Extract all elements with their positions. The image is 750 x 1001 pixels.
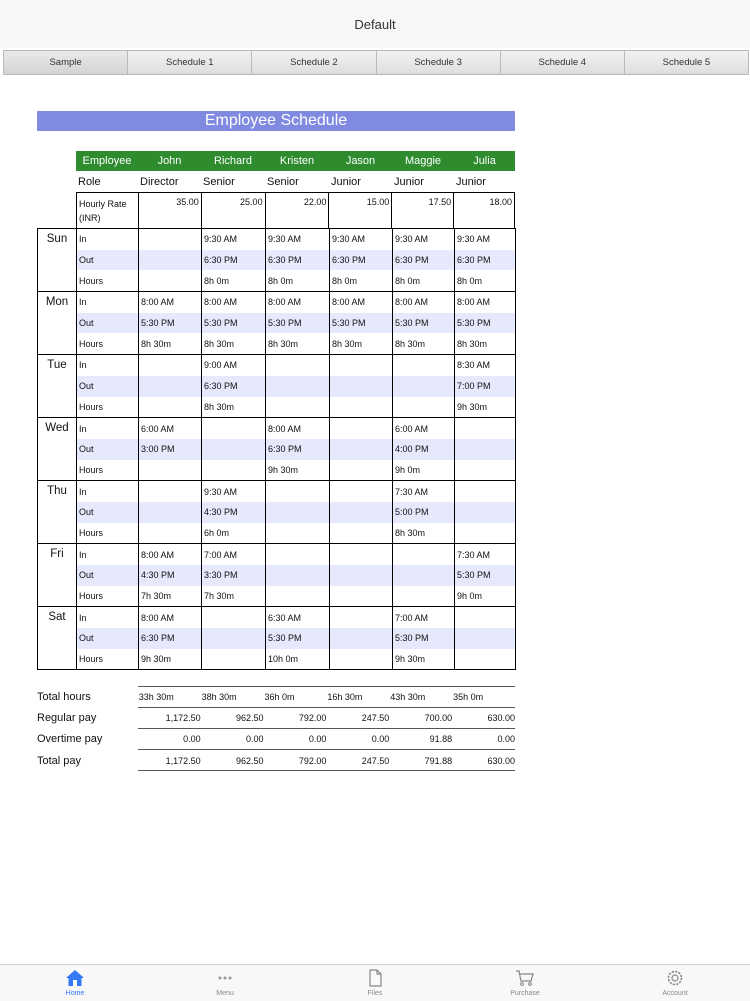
time-cell[interactable]: 4:00 PM [393, 439, 455, 460]
tab-schedule-4[interactable]: Schedule 4 [501, 51, 625, 74]
more-dots-icon [215, 969, 235, 987]
time-cell[interactable] [139, 355, 202, 376]
schedule-row [38, 502, 516, 523]
time-cell[interactable] [266, 565, 330, 586]
hourly-rate-label[interactable]: Hourly Rate (INR) [77, 193, 139, 228]
time-cell[interactable] [202, 607, 266, 628]
time-cell[interactable]: 6:30 PM [139, 628, 202, 649]
totals-value[interactable]: 16h 30m [327, 691, 363, 702]
divider [138, 707, 515, 708]
time-cell[interactable]: 9:30 AM [393, 229, 455, 250]
schedule-row [38, 649, 516, 670]
nav-account-label: Account [662, 990, 688, 997]
totals-value[interactable]: 91.88 [429, 734, 453, 745]
cart-icon [515, 969, 535, 987]
time-cell[interactable]: 6:30 PM [202, 376, 266, 397]
time-cell[interactable] [330, 418, 393, 439]
time-cell[interactable]: 8h 0m [455, 270, 516, 291]
employee-role[interactable]: Senior [267, 176, 299, 188]
schedule-row [38, 586, 516, 607]
totals-row [37, 729, 515, 750]
time-cell[interactable]: 8h 0m [202, 270, 266, 291]
totals-value[interactable]: 792.00 [298, 712, 327, 723]
time-cell[interactable] [330, 523, 393, 544]
time-cell[interactable] [330, 376, 393, 397]
totals-value[interactable]: 36h 0m [264, 691, 295, 702]
time-cell[interactable] [330, 397, 393, 418]
time-cell[interactable]: 8:00 AM [139, 292, 202, 313]
nav-home[interactable] [0, 965, 150, 1001]
time-cell[interactable]: 8h 0m [330, 270, 393, 291]
time-cell[interactable]: 5:30 PM [455, 565, 516, 586]
day-label[interactable]: Thu [38, 481, 77, 544]
time-cell[interactable] [139, 523, 202, 544]
time-cell[interactable] [330, 607, 393, 628]
time-cell[interactable] [139, 270, 202, 291]
totals-value[interactable]: 1,172.50 [165, 755, 201, 766]
time-cell[interactable] [139, 397, 202, 418]
schedule-row [38, 460, 516, 481]
employee-name[interactable]: John [157, 155, 182, 167]
row-type-label[interactable]: Hours [77, 460, 139, 481]
time-cell[interactable]: 8:00 AM [330, 292, 393, 313]
tab-sample[interactable]: Sample [4, 51, 128, 74]
totals-value[interactable]: 0.00 [371, 734, 390, 745]
schedule-row [38, 418, 516, 439]
totals-value[interactable]: 630.00 [487, 712, 516, 723]
time-cell[interactable] [139, 229, 202, 250]
totals-section [37, 686, 515, 771]
totals-value[interactable]: 962.50 [236, 712, 264, 723]
totals-value[interactable]: 0.00 [308, 734, 327, 745]
totals-value[interactable]: 0.00 [183, 734, 201, 745]
schedule-row [38, 628, 516, 649]
time-cell[interactable] [266, 586, 330, 607]
time-cell[interactable] [266, 502, 330, 523]
time-cell[interactable] [139, 376, 202, 397]
time-cell[interactable] [455, 460, 516, 481]
time-cell[interactable] [393, 565, 455, 586]
time-cell[interactable] [455, 649, 516, 670]
time-cell[interactable]: 9:30 AM [266, 229, 330, 250]
time-cell[interactable] [393, 544, 455, 565]
schedule-row [38, 481, 516, 502]
time-cell[interactable]: 9h 30m [393, 649, 455, 670]
time-cell[interactable] [330, 355, 393, 376]
time-cell[interactable] [266, 481, 330, 502]
row-type-label[interactable]: Out [77, 439, 139, 460]
employee-role[interactable]: Junior [331, 176, 361, 188]
time-cell[interactable] [455, 439, 516, 460]
time-cell[interactable]: 8:00 AM [139, 607, 202, 628]
schedule-row [38, 355, 516, 376]
employee-name[interactable]: Kristen [279, 155, 315, 167]
totals-value[interactable]: 630.00 [487, 755, 516, 766]
time-cell[interactable]: 5:30 PM [393, 628, 455, 649]
day-label[interactable]: Sat [38, 607, 77, 670]
hourly-rate-cell[interactable]: 25.00 [202, 193, 266, 228]
time-cell[interactable]: 9:30 AM [202, 481, 266, 502]
schedule-row [38, 397, 516, 418]
row-type-label[interactable]: Out [77, 313, 139, 334]
hourly-rate-cell[interactable]: 22.00 [266, 193, 330, 228]
time-cell[interactable]: 5:30 PM [266, 628, 330, 649]
time-cell[interactable]: 7:30 AM [455, 544, 516, 565]
time-cell[interactable]: 9:30 AM [202, 229, 266, 250]
time-cell[interactable] [393, 586, 455, 607]
home-icon [65, 969, 85, 987]
time-cell[interactable] [139, 481, 202, 502]
day-label[interactable]: Sun [38, 229, 77, 292]
hourly-rate-row [76, 192, 515, 228]
tab-schedule-1[interactable]: Schedule 1 [128, 51, 252, 74]
row-type-label[interactable]: Hours [77, 586, 139, 607]
file-icon [365, 969, 385, 987]
time-cell[interactable] [393, 397, 455, 418]
employee-name[interactable]: Richard [214, 155, 252, 167]
time-cell[interactable]: 5:30 PM [202, 313, 266, 334]
time-cell[interactable] [330, 460, 393, 481]
time-cell[interactable]: 6:30 PM [330, 250, 393, 271]
time-cell[interactable] [139, 250, 202, 271]
nav-home-label: Home [65, 990, 85, 997]
schedule-row [38, 607, 516, 628]
time-cell[interactable]: 8h 30m [455, 333, 516, 354]
row-type-label[interactable]: Out [77, 502, 139, 523]
tab-schedule-3[interactable]: Schedule 3 [377, 51, 501, 74]
time-cell[interactable]: 6:00 AM [393, 418, 455, 439]
divider [138, 728, 515, 729]
totals-value[interactable]: 247.50 [361, 712, 390, 723]
time-cell[interactable]: 6:00 AM [139, 418, 202, 439]
time-cell[interactable] [266, 523, 330, 544]
time-cell[interactable]: 4:30 PM [139, 565, 202, 586]
row-type-label[interactable]: Out [77, 250, 139, 271]
hourly-rate-cell[interactable]: 17.50 [392, 193, 454, 228]
schedule-row [38, 292, 516, 313]
totals-label[interactable]: Total hours [37, 690, 91, 703]
sheet-tabs [3, 50, 749, 75]
time-cell[interactable] [330, 439, 393, 460]
time-cell[interactable]: 5:30 PM [139, 313, 202, 334]
time-cell[interactable]: 6:30 PM [266, 439, 330, 460]
time-cell[interactable]: 8:00 AM [139, 544, 202, 565]
sheet-title[interactable]: Employee Schedule [37, 111, 515, 131]
employee-role[interactable]: Senior [203, 176, 235, 188]
time-cell[interactable] [202, 439, 266, 460]
tab-schedule-5[interactable]: Schedule 5 [625, 51, 748, 74]
role-label[interactable]: Role [78, 176, 101, 188]
gear-icon [665, 969, 685, 987]
row-type-label[interactable]: In [77, 292, 139, 313]
time-cell[interactable]: 6:30 PM [266, 250, 330, 271]
time-cell[interactable] [202, 460, 266, 481]
row-type-label[interactable]: In [77, 355, 139, 376]
time-cell[interactable] [330, 649, 393, 670]
time-cell[interactable]: 8:00 AM [455, 292, 516, 313]
totals-value[interactable]: 33h 30m [138, 691, 174, 702]
time-cell[interactable] [330, 544, 393, 565]
divider [138, 749, 515, 750]
schedule-row [38, 565, 516, 586]
time-cell[interactable]: 9h 30m [455, 397, 516, 418]
totals-value[interactable]: 962.50 [236, 755, 264, 766]
time-cell[interactable]: 5:30 PM [330, 313, 393, 334]
row-type-label[interactable]: Out [77, 376, 139, 397]
time-cell[interactable]: 5:30 PM [266, 313, 330, 334]
schedule-row [38, 313, 516, 334]
tab-schedule-2[interactable]: Schedule 2 [252, 51, 376, 74]
time-cell[interactable]: 9:30 AM [330, 229, 393, 250]
time-cell[interactable]: 10h 0m [266, 649, 330, 670]
time-cell[interactable] [139, 502, 202, 523]
nav-purchase-label: Purchase [510, 990, 540, 997]
time-cell[interactable]: 7h 30m [202, 586, 266, 607]
time-cell[interactable]: 8:00 AM [393, 292, 455, 313]
hourly-rate-cell[interactable]: 35.00 [139, 193, 202, 228]
row-type-label[interactable]: In [77, 481, 139, 502]
time-cell[interactable]: 8:00 AM [266, 292, 330, 313]
time-cell[interactable] [455, 418, 516, 439]
time-cell[interactable]: 7:00 PM [455, 376, 516, 397]
time-cell[interactable]: 6:30 AM [266, 607, 330, 628]
time-cell[interactable]: 4:30 PM [202, 502, 266, 523]
row-type-label[interactable]: In [77, 418, 139, 439]
nav-account[interactable] [600, 965, 750, 1001]
time-cell[interactable]: 8h 30m [393, 523, 455, 544]
time-cell[interactable]: 6h 0m [202, 523, 266, 544]
time-cell[interactable]: 7:30 AM [393, 481, 455, 502]
employee-role[interactable]: Junior [394, 176, 424, 188]
time-cell[interactable]: 6:30 PM [455, 250, 516, 271]
row-type-label[interactable]: Hours [77, 649, 139, 670]
employee-name[interactable]: Jason [345, 155, 376, 167]
schedule-row [38, 439, 516, 460]
title-bar [0, 0, 750, 48]
totals-value[interactable]: 38h 30m [201, 691, 237, 702]
time-cell[interactable]: 9h 30m [139, 649, 202, 670]
employee-role[interactable]: Junior [456, 176, 486, 188]
totals-value[interactable]: 247.50 [361, 755, 390, 766]
time-cell[interactable]: 5:00 PM [393, 502, 455, 523]
nav-menu-label: Menu [216, 990, 234, 997]
employee-name[interactable]: Julia [473, 155, 496, 167]
time-cell[interactable]: 9h 0m [455, 586, 516, 607]
totals-value[interactable]: 35h 0m [453, 691, 484, 702]
row-type-label[interactable]: Out [77, 628, 139, 649]
totals-value[interactable]: 0.00 [497, 734, 516, 745]
bottom-tab-bar [0, 964, 750, 1001]
divider [138, 686, 515, 687]
time-cell[interactable]: 6:30 PM [202, 250, 266, 271]
schedule-row [38, 523, 516, 544]
schedule-row [38, 333, 516, 354]
totals-value[interactable]: 700.00 [424, 712, 453, 723]
time-cell[interactable] [455, 502, 516, 523]
time-cell[interactable] [393, 355, 455, 376]
schedule-row [38, 270, 516, 291]
schedule-row [38, 250, 516, 271]
time-cell[interactable]: 9h 0m [393, 460, 455, 481]
totals-row [37, 707, 515, 728]
time-cell[interactable] [330, 481, 393, 502]
time-cell[interactable]: 5:30 PM [455, 313, 516, 334]
employee-label[interactable]: Employee [82, 155, 132, 167]
time-cell[interactable] [266, 397, 330, 418]
schedule-row [38, 544, 516, 565]
time-cell[interactable]: 8h 0m [393, 270, 455, 291]
time-cell[interactable]: 8h 30m [330, 333, 393, 354]
totals-value[interactable]: 43h 30m [390, 691, 426, 702]
time-cell[interactable]: 7h 30m [139, 586, 202, 607]
day-label[interactable]: Fri [38, 544, 77, 607]
time-cell[interactable]: 9:30 AM [455, 229, 516, 250]
time-cell[interactable] [202, 628, 266, 649]
day-label[interactable]: Mon [38, 292, 77, 355]
time-cell[interactable]: 7:00 AM [393, 607, 455, 628]
time-cell[interactable] [330, 628, 393, 649]
time-cell[interactable]: 8h 30m [202, 333, 266, 354]
row-type-label[interactable]: In [77, 544, 139, 565]
row-type-label[interactable]: In [77, 607, 139, 628]
time-cell[interactable]: 8:30 AM [455, 355, 516, 376]
row-type-label[interactable]: Hours [77, 397, 139, 418]
time-cell[interactable] [455, 607, 516, 628]
day-label[interactable]: Tue [38, 355, 77, 418]
schedule-grid [37, 228, 516, 670]
totals-value[interactable]: 792.00 [298, 755, 327, 766]
time-cell[interactable] [266, 376, 330, 397]
time-cell[interactable]: 8h 0m [266, 270, 330, 291]
nav-files[interactable] [300, 965, 450, 1001]
hourly-rate-cell[interactable]: 15.00 [329, 193, 392, 228]
schedule-row [38, 229, 516, 250]
time-cell[interactable] [455, 523, 516, 544]
totals-value[interactable]: 1,172.50 [165, 712, 201, 723]
day-label[interactable]: Wed [38, 418, 77, 481]
time-cell[interactable]: 8h 30m [266, 333, 330, 354]
document-title: Default [354, 16, 396, 32]
nav-purchase[interactable] [450, 965, 600, 1001]
time-cell[interactable] [202, 418, 266, 439]
hourly-rate-cell[interactable]: 18.00 [454, 193, 515, 228]
time-cell[interactable]: 6:30 PM [393, 250, 455, 271]
time-cell[interactable] [266, 544, 330, 565]
time-cell[interactable] [455, 628, 516, 649]
time-cell[interactable] [330, 586, 393, 607]
time-cell[interactable] [139, 460, 202, 481]
time-cell[interactable]: 3:30 PM [202, 565, 266, 586]
time-cell[interactable]: 5:30 PM [393, 313, 455, 334]
totals-label[interactable]: Total pay [37, 754, 82, 767]
nav-menu[interactable] [150, 965, 300, 1001]
totals-value[interactable]: 0.00 [246, 734, 264, 745]
time-cell[interactable] [455, 481, 516, 502]
time-cell[interactable] [330, 502, 393, 523]
employee-role[interactable]: Director [140, 176, 179, 188]
nav-files-label: Files [367, 990, 383, 997]
time-cell[interactable]: 9h 30m [266, 460, 330, 481]
time-cell[interactable]: 8h 30m [139, 333, 202, 354]
time-cell[interactable]: 9:00 AM [202, 355, 266, 376]
time-cell[interactable]: 8h 30m [202, 397, 266, 418]
time-cell[interactable] [202, 649, 266, 670]
time-cell[interactable]: 8:00 AM [202, 292, 266, 313]
time-cell[interactable] [330, 565, 393, 586]
time-cell[interactable] [266, 355, 330, 376]
totals-label[interactable]: Regular pay [37, 711, 97, 724]
time-cell[interactable]: 7:00 AM [202, 544, 266, 565]
row-type-label[interactable]: Hours [77, 523, 139, 544]
totals-row [37, 750, 515, 771]
totals-value[interactable]: 791.88 [424, 755, 453, 766]
time-cell[interactable] [393, 376, 455, 397]
time-cell[interactable]: 3:00 PM [139, 439, 202, 460]
time-cell[interactable]: 8h 30m [393, 333, 455, 354]
time-cell[interactable]: 8:00 AM [266, 418, 330, 439]
row-type-label[interactable]: Hours [77, 270, 139, 291]
schedule-row [38, 376, 516, 397]
row-type-label[interactable]: Out [77, 565, 139, 586]
totals-row [37, 686, 515, 707]
employee-name[interactable]: Maggie [404, 155, 442, 167]
totals-label[interactable]: Overtime pay [37, 733, 103, 746]
divider [138, 770, 515, 771]
employee-header-row [76, 151, 515, 171]
row-type-label[interactable]: Hours [77, 333, 139, 354]
role-row [76, 173, 515, 191]
row-type-label[interactable]: In [77, 229, 139, 250]
